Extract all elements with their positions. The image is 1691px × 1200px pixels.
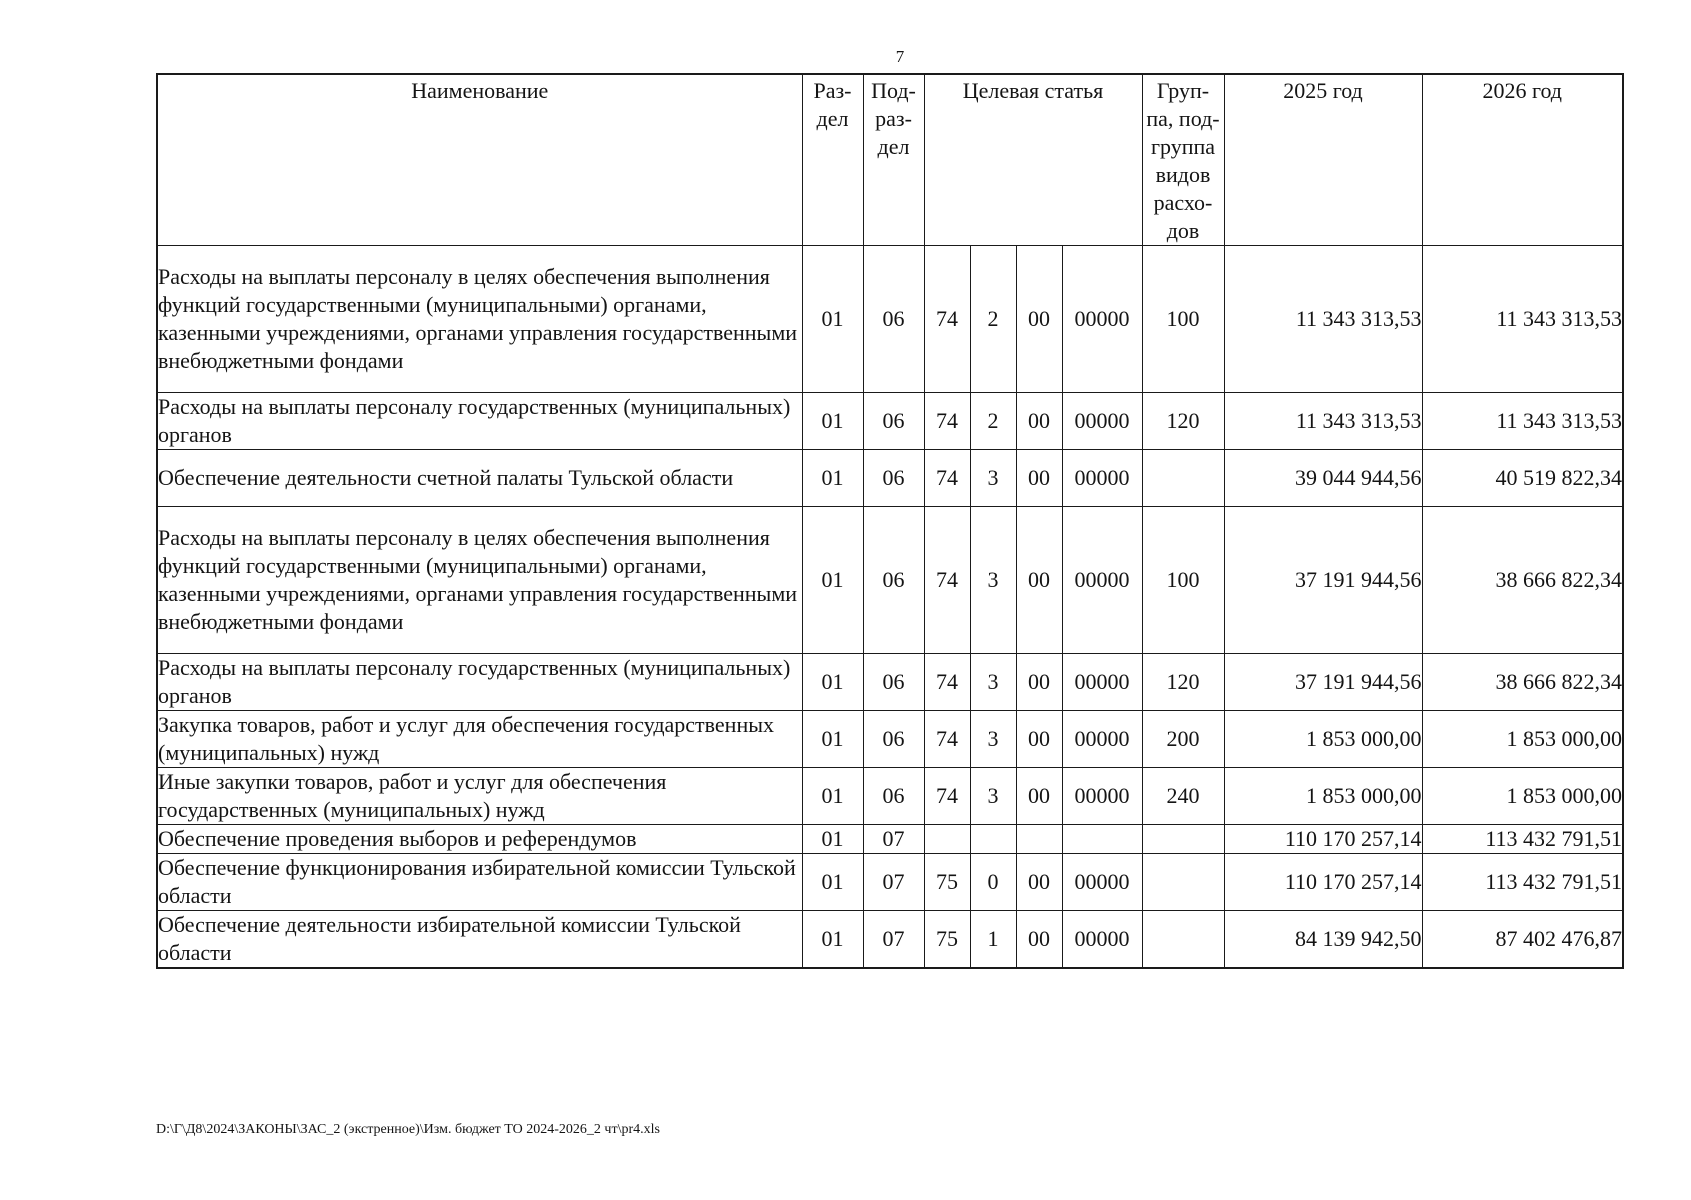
row-amount-2025: 110 170 257,14 [1224, 854, 1422, 911]
header-group-line: дов [1166, 218, 1200, 243]
row-target-direction: 00000 [1062, 854, 1142, 911]
file-path-footer: D:\Г\Д8\2024\ЗАКОНЫ\ЗАС_2 (экстренное)\Изм. бюджет ТО 2024-2026_2 чт\pr4.xls [156, 1122, 660, 1137]
row-razdel: 01 [802, 711, 863, 768]
row-podrazdel: 06 [863, 507, 924, 654]
row-target-main-event: 00 [1016, 768, 1062, 825]
row-target-direction: 00000 [1062, 507, 1142, 654]
row-expense-group: 240 [1142, 768, 1224, 825]
row-name: Расходы на выплаты персоналу в целях обеспечения выполнения функций государственными (муниципальными) органами, казенными учреждениями, органами управления государственными внебюджетными фондами [157, 246, 802, 393]
row-expense-group: 120 [1142, 393, 1224, 450]
row-target-main-event: 00 [1016, 246, 1062, 393]
row-amount-2025: 84 139 942,50 [1224, 911, 1422, 969]
row-target-main-event: 00 [1016, 911, 1062, 969]
row-name: Обеспечение проведения выборов и референдумов [157, 825, 802, 854]
row-target-main-event: 00 [1016, 854, 1062, 911]
row-target-main-event: 00 [1016, 711, 1062, 768]
row-amount-2025: 11 343 313,53 [1224, 246, 1422, 393]
row-target-main-event: 00 [1016, 507, 1062, 654]
row-amount-2026: 38 666 822,34 [1422, 654, 1623, 711]
row-expense-group [1142, 450, 1224, 507]
row-name: Обеспечение функционирования избирательной комиссии Тульской области [157, 854, 802, 911]
header-podrazdel-line: дел [877, 134, 910, 159]
row-amount-2026: 11 343 313,53 [1422, 246, 1623, 393]
row-target-subprogram [970, 825, 1016, 854]
row-podrazdel: 07 [863, 825, 924, 854]
row-target-program: 74 [924, 393, 970, 450]
row-target-direction: 00000 [1062, 393, 1142, 450]
row-expense-group: 200 [1142, 711, 1224, 768]
row-target-subprogram: 3 [970, 711, 1016, 768]
row-podrazdel: 07 [863, 854, 924, 911]
row-razdel: 01 [802, 393, 863, 450]
table-row [157, 654, 1623, 711]
row-target-main-event: 00 [1016, 654, 1062, 711]
header-razdel [802, 74, 863, 246]
header-group-line: Груп- [1156, 78, 1210, 103]
row-target-subprogram: 3 [970, 654, 1016, 711]
row-target-program: 75 [924, 854, 970, 911]
header-year-2025: 2025 год [1224, 74, 1422, 246]
row-razdel: 01 [802, 654, 863, 711]
row-target-main-event: 00 [1016, 393, 1062, 450]
row-expense-group [1142, 854, 1224, 911]
row-expense-group [1142, 825, 1224, 854]
row-target-subprogram: 0 [970, 854, 1016, 911]
row-razdel: 01 [802, 911, 863, 969]
header-podrazdel-line: раз- [875, 106, 912, 131]
table-row [157, 768, 1623, 825]
row-target-subprogram: 1 [970, 911, 1016, 969]
table-row [157, 450, 1623, 507]
row-amount-2026: 87 402 476,87 [1422, 911, 1623, 969]
row-amount-2026: 11 343 313,53 [1422, 393, 1623, 450]
table-row [157, 393, 1623, 450]
row-target-subprogram: 3 [970, 507, 1016, 654]
header-podrazdel [863, 74, 924, 246]
header-target-article: Целевая статья [924, 74, 1142, 246]
header-group-line: группа [1150, 134, 1216, 159]
header-name: Наименование [157, 74, 802, 246]
row-target-subprogram: 3 [970, 768, 1016, 825]
row-name: Расходы на выплаты персоналу в целях обеспечения выполнения функций государственными (муниципальными) органами, казенными учреждениями, органами управления государственными внебюджетными фондами [157, 507, 802, 654]
header-year-2026: 2026 год [1422, 74, 1623, 246]
row-name: Закупка товаров, работ и услуг для обеспечения государственных (муниципальных) нужд [157, 711, 802, 768]
table-row [157, 711, 1623, 768]
row-podrazdel: 06 [863, 450, 924, 507]
row-expense-group [1142, 911, 1224, 969]
row-amount-2026: 1 853 000,00 [1422, 768, 1623, 825]
row-amount-2025: 110 170 257,14 [1224, 825, 1422, 854]
row-amount-2025: 39 044 944,56 [1224, 450, 1422, 507]
row-expense-group: 100 [1142, 507, 1224, 654]
row-amount-2025: 1 853 000,00 [1224, 711, 1422, 768]
budget-table [156, 73, 1624, 969]
row-razdel: 01 [802, 450, 863, 507]
header-group-line: видов [1155, 162, 1211, 187]
table-header-row [157, 74, 1623, 246]
row-razdel: 01 [802, 246, 863, 393]
row-expense-group: 120 [1142, 654, 1224, 711]
row-target-subprogram: 3 [970, 450, 1016, 507]
row-podrazdel: 07 [863, 911, 924, 969]
table-row [157, 854, 1623, 911]
row-name: Расходы на выплаты персоналу государственных (муниципальных) органов [157, 654, 802, 711]
row-name: Иные закупки товаров, работ и услуг для обеспечения государственных (муниципальных) нужд [157, 768, 802, 825]
row-name: Расходы на выплаты персоналу государственных (муниципальных) органов [157, 393, 802, 450]
row-target-program: 75 [924, 911, 970, 969]
row-target-direction: 00000 [1062, 911, 1142, 969]
row-expense-group: 100 [1142, 246, 1224, 393]
row-razdel: 01 [802, 825, 863, 854]
row-target-direction: 00000 [1062, 768, 1142, 825]
row-target-direction [1062, 825, 1142, 854]
header-razdel-line: дел [816, 106, 849, 131]
row-target-direction: 00000 [1062, 654, 1142, 711]
row-target-program: 74 [924, 768, 970, 825]
row-amount-2026: 40 519 822,34 [1422, 450, 1623, 507]
row-amount-2025: 37 191 944,56 [1224, 507, 1422, 654]
row-amount-2026: 1 853 000,00 [1422, 711, 1623, 768]
header-podrazdel-line: Под- [871, 78, 916, 103]
row-name: Обеспечение деятельности счетной палаты Тульской области [157, 450, 802, 507]
row-amount-2026: 113 432 791,51 [1422, 854, 1623, 911]
header-group [1142, 74, 1224, 246]
table-row [157, 911, 1623, 969]
row-razdel: 01 [802, 507, 863, 654]
row-amount-2026: 113 432 791,51 [1422, 825, 1623, 854]
row-target-direction: 00000 [1062, 450, 1142, 507]
row-target-program: 74 [924, 507, 970, 654]
row-name: Обеспечение деятельности избирательной комиссии Тульской области [157, 911, 802, 969]
row-target-program: 74 [924, 711, 970, 768]
table-row [157, 825, 1623, 854]
row-podrazdel: 06 [863, 654, 924, 711]
header-group-line: па, под- [1146, 106, 1220, 131]
row-amount-2025: 11 343 313,53 [1224, 393, 1422, 450]
row-target-program: 74 [924, 246, 970, 393]
row-amount-2025: 37 191 944,56 [1224, 654, 1422, 711]
row-target-main-event: 00 [1016, 450, 1062, 507]
table-row [157, 507, 1623, 654]
row-target-direction: 00000 [1062, 246, 1142, 393]
header-group-line: расхо- [1153, 190, 1213, 215]
row-podrazdel: 06 [863, 711, 924, 768]
row-target-main-event [1016, 825, 1062, 854]
row-target-direction: 00000 [1062, 711, 1142, 768]
row-target-program [924, 825, 970, 854]
page-number: 7 [895, 47, 905, 66]
row-amount-2025: 1 853 000,00 [1224, 768, 1422, 825]
row-amount-2026: 38 666 822,34 [1422, 507, 1623, 654]
row-target-program: 74 [924, 450, 970, 507]
row-razdel: 01 [802, 768, 863, 825]
row-podrazdel: 06 [863, 246, 924, 393]
header-razdel-line: Раз- [813, 78, 852, 103]
table-row [157, 246, 1623, 393]
row-podrazdel: 06 [863, 393, 924, 450]
row-podrazdel: 06 [863, 768, 924, 825]
row-target-program: 74 [924, 654, 970, 711]
row-target-subprogram: 2 [970, 393, 1016, 450]
row-target-subprogram: 2 [970, 246, 1016, 393]
row-razdel: 01 [802, 854, 863, 911]
